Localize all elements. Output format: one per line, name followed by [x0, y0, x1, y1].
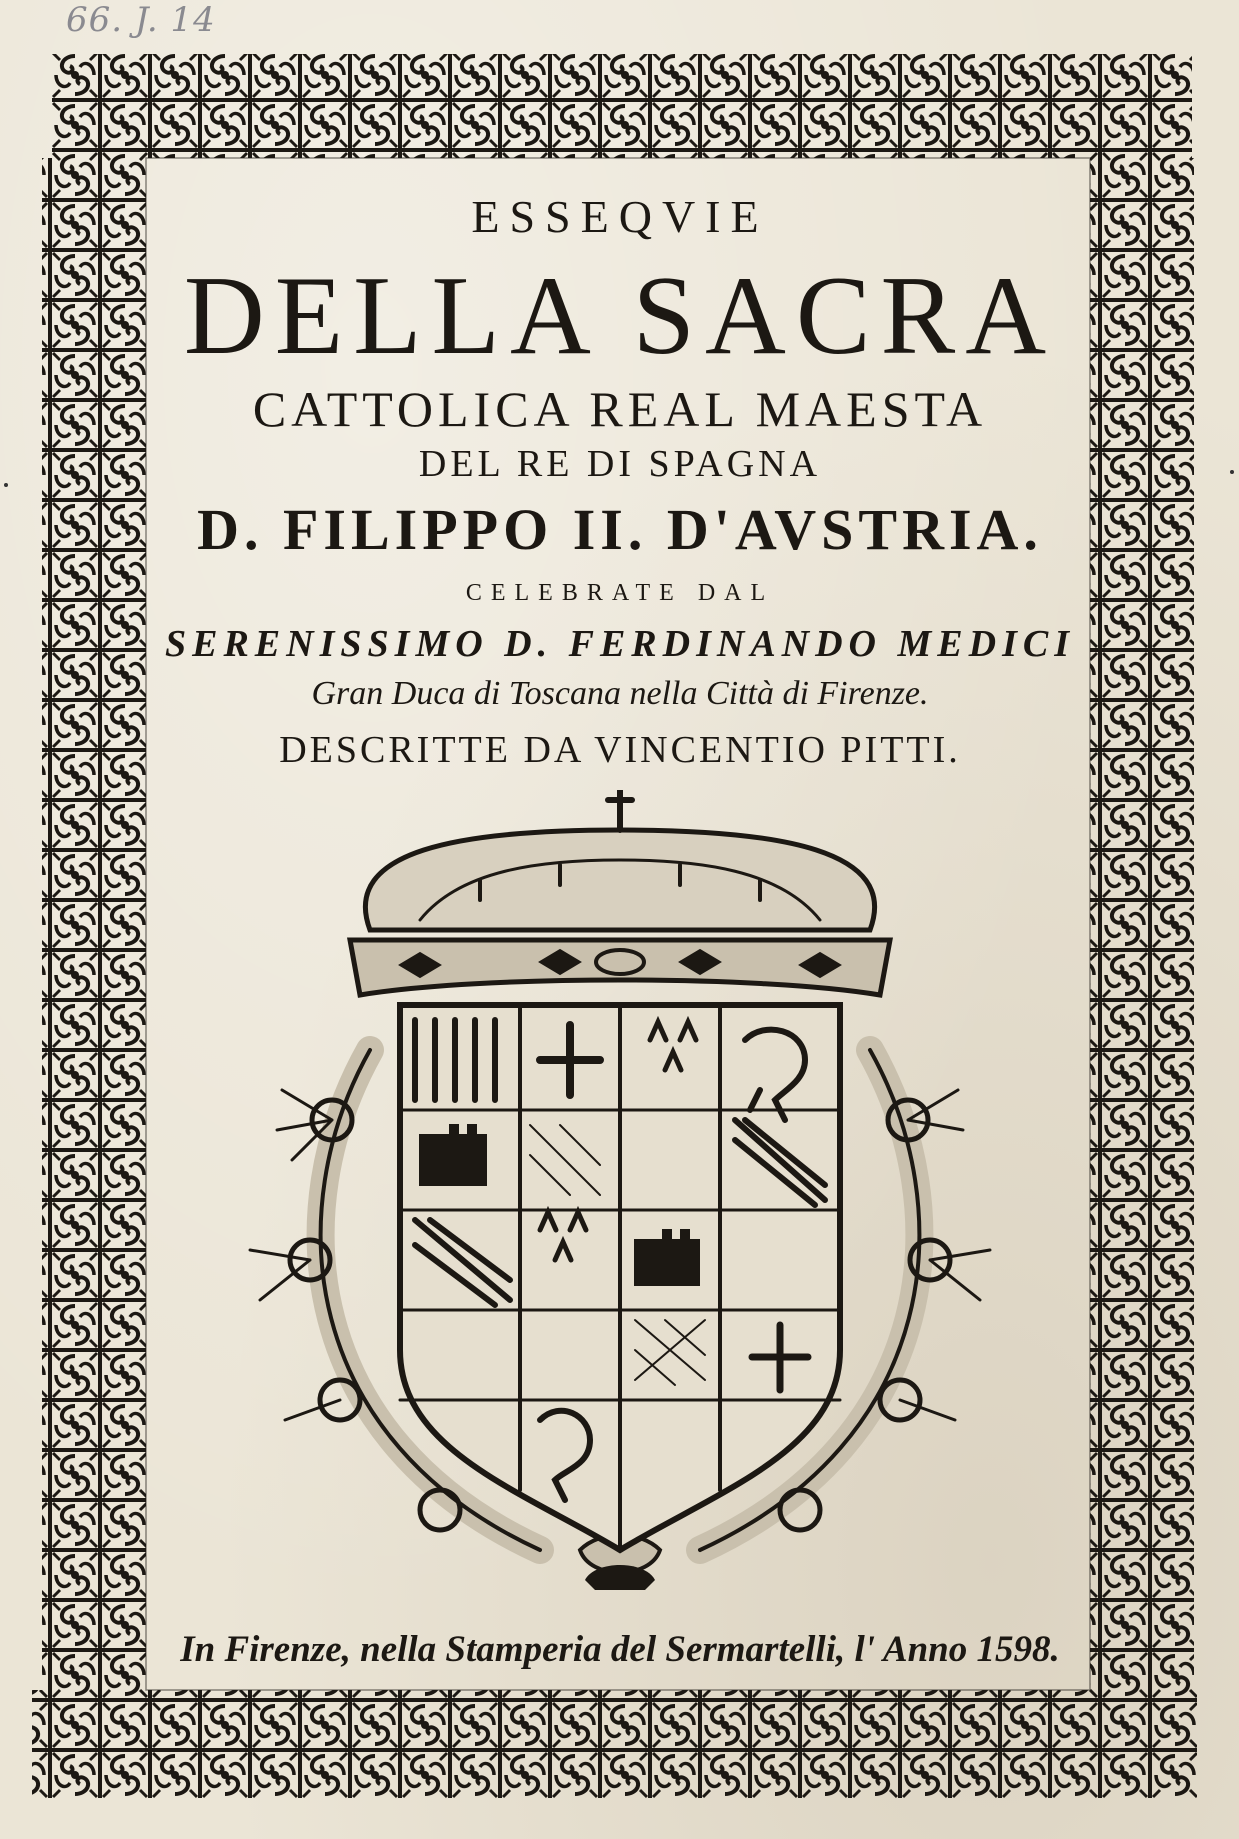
title-line-esseqvie: ESSEQVIE: [471, 191, 769, 242]
dedication-patron: SERENISSIMO D. FERDINANDO MEDICI: [164, 623, 1075, 665]
shelfmark-annotation: 66. J. 14: [66, 0, 216, 40]
title-line-cattolica: CATTOLICA REAL MAESTA: [252, 381, 988, 437]
dedication-place: Gran Duca di Toscana nella Città di Firenze.: [311, 675, 929, 712]
imprint-line: In Firenze, nella Stamperia del Sermartelli, l' Anno 1598.: [180, 1629, 1060, 1670]
title-line-filippo: D. FILIPPO II. D'AVSTRIA.: [197, 497, 1043, 562]
author-line: DESCRITTE DA VINCENTIO PITTI.: [279, 729, 961, 771]
title-line-della-sacra: DELLA SACRA: [183, 254, 1057, 378]
dedication-celebrate: CELEBRATE DAL: [465, 580, 775, 606]
title-line-re-di-spagna: DEL RE DI SPAGNA: [418, 443, 822, 485]
coat-of-arms-icon: [240, 790, 1000, 1590]
